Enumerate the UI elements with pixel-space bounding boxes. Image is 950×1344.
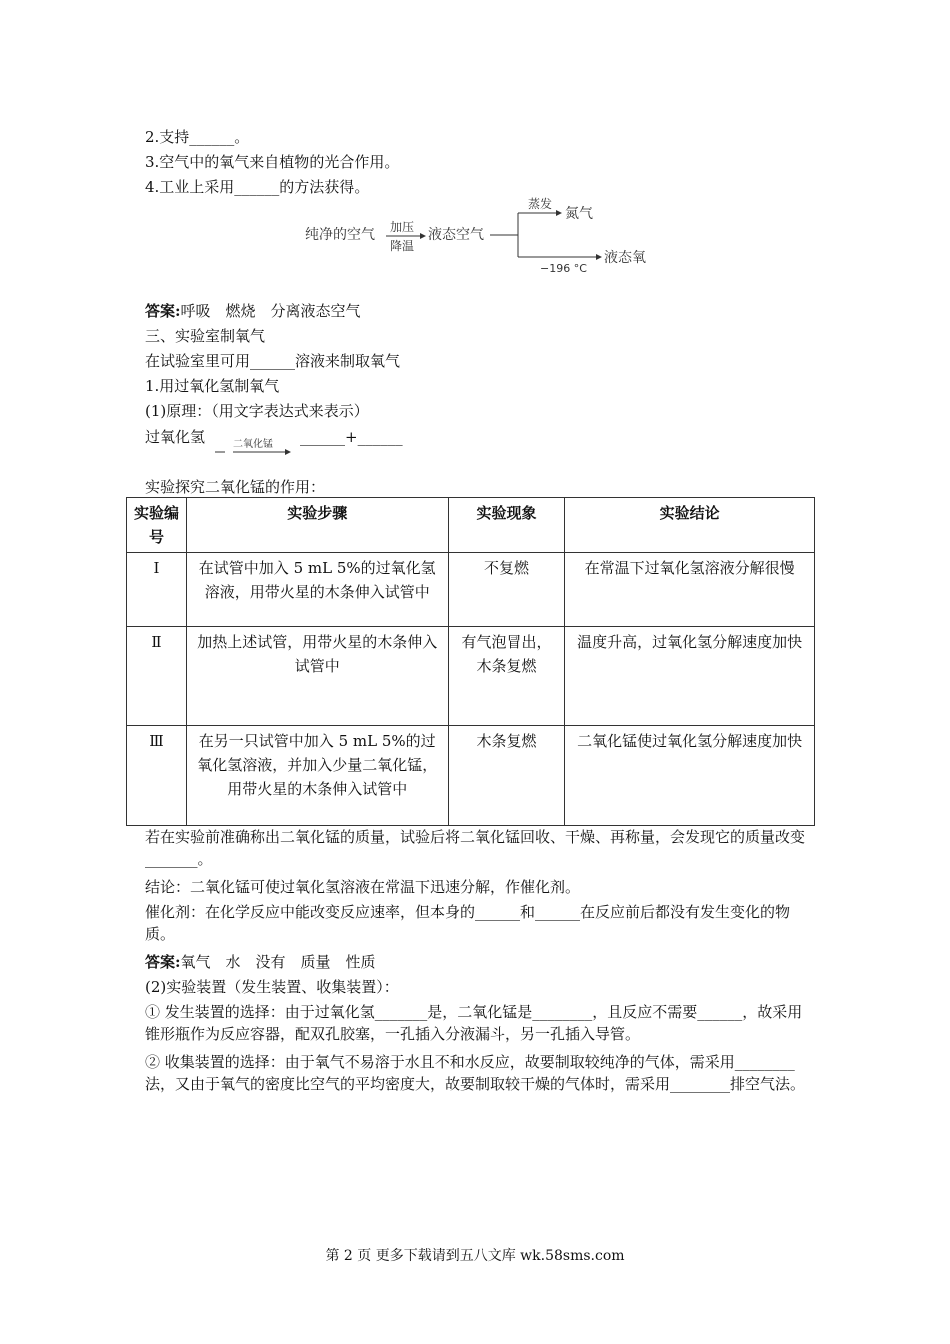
cell-id: Ⅲ bbox=[127, 726, 187, 826]
cell-id: Ⅱ bbox=[127, 627, 187, 726]
principle-heading: (1)原理：（用文字表达式来表示） bbox=[145, 402, 369, 420]
paragraph-catalyst: 催化剂：在化学反应中能改变反应速率，但本身的______和______在反应前后都没有发生变化的物质。 bbox=[145, 903, 791, 943]
cell-steps: 在试管中加入 5 mL 5%的过氧化氢溶液，用带火星的木条伸入试管中 bbox=[186, 553, 448, 627]
header-phenomenon: 实验现象 bbox=[448, 498, 565, 553]
header-steps: 实验步骤 bbox=[186, 498, 448, 553]
answer-2 bbox=[145, 951, 376, 973]
answer-text: 呼吸 燃烧 分离液态空气 bbox=[180, 302, 361, 320]
answer-1 bbox=[145, 300, 361, 322]
cell-steps: 加热上述试管，用带火星的木条伸入试管中 bbox=[186, 627, 448, 726]
header-conclusion: 实验结论 bbox=[565, 498, 815, 553]
explore-heading: 实验探究二氧化锰的作用： bbox=[145, 478, 326, 496]
reaction-catalyst: 二氧化锰 bbox=[233, 439, 273, 450]
diagram-branch-top-label: 蒸发 bbox=[528, 197, 553, 211]
diagram-branch-bottom-result: 液态氧 bbox=[604, 250, 646, 266]
section-3-heading: 三、实验室制氧气 bbox=[145, 327, 266, 345]
table-header-row bbox=[127, 498, 815, 553]
table-row bbox=[127, 726, 815, 826]
diagram-step-top: 加压 bbox=[390, 220, 415, 234]
cell-conclusion: 在常温下过氧化氢溶液分解很慢 bbox=[565, 553, 815, 627]
answer-label: 答案: bbox=[145, 953, 181, 971]
collection-apparatus: ② 收集装置的选择：由于氧气不易溶于水且不和水反应，故要制取较纯净的气体，需采用________法，又由于氧气的密度比空气的平均密度大，故要制取较干燥的气体时，需采用________排空气法。 bbox=[145, 1053, 806, 1093]
diagram-step-bottom: 降温 bbox=[390, 239, 415, 253]
cell-conclusion: 二氧化锰使过氧化氢分解速度加快 bbox=[565, 726, 815, 826]
section-3-intro: 在试验室里可用______溶液来制取氧气 bbox=[145, 352, 401, 370]
diagram-middle: 液态空气 bbox=[428, 227, 484, 243]
table-row bbox=[127, 627, 815, 726]
reaction-products: ______+______ bbox=[300, 428, 403, 446]
apparatus-heading: (2)实验装置（发生装置、收集装置）： bbox=[145, 978, 399, 996]
cell-phenomenon: 有气泡冒出，木条复燃 bbox=[448, 627, 565, 726]
diagram-branch-top-result: 氮气 bbox=[565, 206, 593, 222]
experiment-table bbox=[126, 497, 815, 826]
item-3: 3.空气中的氧气来自植物的光合作用。 bbox=[145, 153, 400, 171]
cell-id: Ⅰ bbox=[127, 553, 187, 627]
item-2: 2.支持______。 bbox=[145, 128, 250, 146]
answer-text: 氧气 水 没有 质量 性质 bbox=[180, 953, 376, 971]
item-4: 4.工业上采用______的方法获得。 bbox=[145, 178, 370, 196]
air-separation-diagram bbox=[300, 195, 660, 275]
reaction-arrow bbox=[215, 436, 295, 458]
cell-phenomenon: 木条复燃 bbox=[448, 726, 565, 826]
generation-apparatus: ① 发生装置的选择：由于过氧化氢_______是，二氧化锰是________，且反应不需要______，故采用锥形瓶作为反应容器，配双孔胶塞，一孔插入分液漏斗，另一孔插入导管。 bbox=[145, 1003, 803, 1043]
diagram-branch-bottom-label: −196 °C bbox=[540, 262, 587, 275]
reaction-reactant: 过氧化氢 bbox=[145, 428, 206, 446]
subsection-1: 1.用过氧化氢制氧气 bbox=[145, 377, 280, 395]
cell-steps: 在另一只试管中加入 5 mL 5%的过氧化氢溶液，并加入少量二氧化锰，用带火星的木条伸入试管中 bbox=[186, 726, 448, 826]
table-row bbox=[127, 553, 815, 627]
page-footer: 第 2 页 更多下载请到五八文库 wk.58sms.com bbox=[325, 1248, 625, 1264]
header-id: 实验编号 bbox=[127, 498, 187, 553]
diagram-start: 纯净的空气 bbox=[305, 227, 375, 243]
paragraph-mass: 若在实验前准确称出二氧化锰的质量，试验后将二氧化锰回收、干燥、再称量，会发现它的质量改变_______。 bbox=[145, 828, 806, 868]
cell-conclusion: 温度升高，过氧化氢分解速度加快 bbox=[565, 627, 815, 726]
paragraph-conclusion: 结论：二氧化锰可使过氧化氢溶液在常温下迅速分解，作催化剂。 bbox=[145, 878, 581, 896]
answer-label: 答案: bbox=[145, 302, 181, 320]
cell-phenomenon: 不复燃 bbox=[448, 553, 565, 627]
